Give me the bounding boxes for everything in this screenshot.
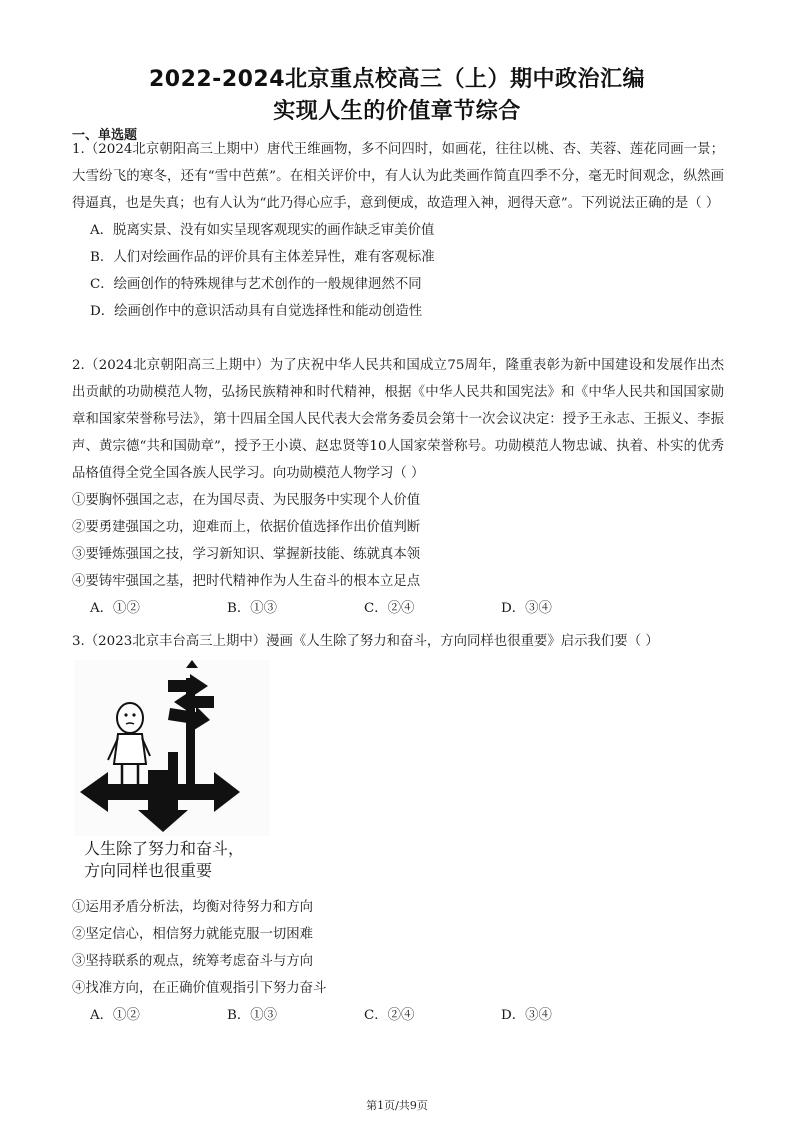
question-3-choice-d: D．③④ — [501, 1008, 552, 1023]
question-2-stem: 2.（2024北京朝阳高三上期中）为了庆祝中华人民共和国成立75周年，隆重表彰为新中国建设和发展作出杰出贡献的功勋模范人物，弘扬民族精神和时代精神，根据《中华人民共和国宪法》和《中华人民共和国国家勋章和国家荣誉称号法》，第十四届全国人民代表大会常务委员会第十一次会议决定：授予王永志、王振义、李振声、黄宗德“共和国勋章”，授予王小谟、赵忠贤等10人国家荣誉称号。功勋模范人物忠诚、执着、朴实的优秀品格值得全党全国各族人民学习。向功勋模范人物学习（ ） — [72, 358, 724, 481]
question-3-statements — [72, 894, 724, 1029]
question-2-choice-c: C．②④ — [364, 601, 415, 616]
section-heading: 一、单选题 — [72, 128, 138, 143]
cartoon-caption-line-1: 人生除了努力和奋斗， — [84, 839, 245, 858]
cartoon-caption-line-2: 方向同样也很重要 — [84, 861, 213, 880]
question-3-statement-3: ③坚持联系的观点，统筹考虑奋斗与方向 — [72, 954, 314, 969]
question-3-stem: 3.（2023北京丰台高三上期中）漫画《人生除了努力和奋斗，方向同样也很重要》启示我们要（ ） — [72, 634, 659, 649]
question-2-choices — [72, 595, 724, 622]
cartoon-illustration — [74, 660, 270, 836]
question-3-statement-2: ②坚定信心，相信努力就能克服一切困难 — [72, 927, 314, 942]
question-2-statement-1: ①要胸怀强国之志，在为国尽责、为民服务中实现个人价值 — [72, 493, 421, 508]
question-1-option-b: B．人们对绘画作品的评价具有主体差异性，难有客观标准 — [90, 250, 435, 265]
cartoon-caption — [84, 838, 244, 882]
question-3-choice-c: C．②④ — [364, 1008, 415, 1023]
question-2-statement-4: ④要铸牢强国之基，把时代精神作为人生奋斗的根本立足点 — [72, 574, 421, 589]
document-title: 2022-2024北京重点校高三（上）期中政治汇编 — [148, 67, 646, 92]
question-2-choice-a: A．①② — [90, 601, 140, 616]
question-1-option-c: C．绘画创作的特殊规律与艺术创作的一般规律迥然不同 — [90, 277, 422, 292]
question-1-option-d: D．绘画创作中的意识活动具有自觉选择性和能动创造性 — [90, 304, 423, 319]
page-number: 第1页/共9页 — [366, 1099, 428, 1112]
question-2-statement-2: ②要勇建强国之功，迎难而上，依据价值选择作出价值判断 — [72, 520, 421, 535]
person-eye-right — [132, 713, 135, 716]
question-1 — [72, 136, 724, 325]
question-1-stem: 1.（2024北京朝阳高三上期中）唐代王维画物，多不问四时，如画花，往往以桃、杏、芙蓉、莲花同画一景；大雪纷飞的寒冬，还有“雪中芭蕉”。在相关评价中，有人认为此类画作简直四季不分，毫无时间观念，纵然画得逼真，也是失真；也有人认为“此乃得心应手，意到便成，故造理入神，迥得天意”。下列说法正确的是（ ） — [72, 142, 724, 211]
question-1-option-a: A．脱离实景、没有如实呈现客观现实的画作缺乏审美价值 — [90, 223, 435, 238]
person-head — [117, 703, 143, 733]
question-2-choice-d: D．③④ — [501, 601, 552, 616]
question-3-choice-b: B．①③ — [227, 1008, 278, 1023]
question-3 — [72, 628, 724, 655]
question-3-statement-1: ①运用矛盾分析法，均衡对待努力和方向 — [72, 900, 314, 915]
question-2 — [72, 352, 724, 622]
question-3-choice-a: A．①② — [90, 1008, 140, 1023]
question-2-statement-3: ③要锤炼强国之技，学习新知识、掌握新技能、练就真本领 — [72, 547, 421, 562]
question-3-statement-4: ④找准方向，在正确价值观指引下努力奋斗 — [72, 981, 327, 996]
question-2-choice-b: B．①③ — [227, 601, 278, 616]
document-subtitle: 实现人生的价值章节综合 — [273, 99, 521, 124]
question-3-choices — [72, 1002, 724, 1029]
person-eye-left — [124, 713, 127, 716]
